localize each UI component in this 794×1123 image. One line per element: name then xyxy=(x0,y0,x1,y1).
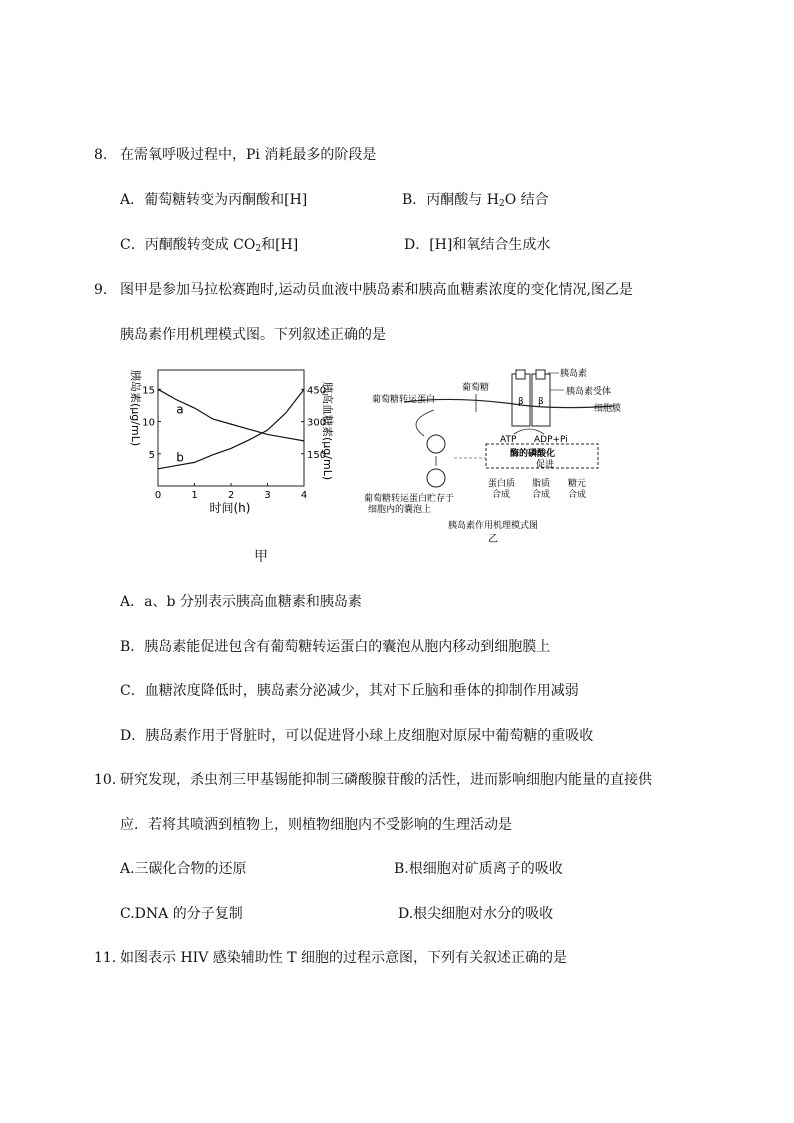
q8-option-a xyxy=(120,191,307,209)
q10-stem-line1: 研究发现，杀虫剂三甲基锡能抑制三磷酸腺苷酸的活性，进而影响细胞内能量的直接供 xyxy=(120,772,652,788)
x-tick-label: 1 xyxy=(191,490,198,501)
promote-label: 促进 xyxy=(536,460,555,470)
q10-number: 10. xyxy=(94,772,117,788)
q10-option-d: D.根尖细胞对水分的吸收 xyxy=(398,906,554,922)
insulin-label: 胰岛素 xyxy=(560,369,588,379)
x-tick-label: 0 xyxy=(154,490,162,501)
q8-option-c-pre: C．丙酮酸转变成 CO xyxy=(120,237,256,253)
q9-option-a: A．a、b 分别表示胰高血糖素和胰岛素 xyxy=(120,594,362,610)
q11-stem: 如图表示 HIV 感染辅助性 T 细胞的过程示意图，下列有关叙述正确的是 xyxy=(120,950,567,966)
plot-frame xyxy=(158,370,304,486)
q10-option-c: C.DNA 的分子复制 xyxy=(120,906,243,922)
figure-jia-chart xyxy=(118,360,332,528)
q9-option-c: C．血糖浓度降低时，胰岛素分泌减少，其对下丘脑和垂体的抑制作用减弱 xyxy=(120,683,579,699)
receptor-beta-left: β xyxy=(518,397,524,407)
q9-option-d: D．胰岛素作用于肾脏时，可以促进肾小球上皮细胞对原尿中葡萄糖的重吸收 xyxy=(120,728,594,744)
q8-option-a-text: A．葡萄糖转变为丙酮酸和[H] xyxy=(120,192,308,208)
vesicle-upper xyxy=(427,435,445,453)
adp-label: ADP+Pi xyxy=(534,435,568,445)
insulin-block-left xyxy=(516,370,525,379)
q8-stem: 在需氧呼吸过程中，Pi 消耗最多的阶段是 xyxy=(120,147,377,163)
curve-a-label: a xyxy=(176,402,184,417)
q8-option-d-text: D．[H]和氧结合生成水 xyxy=(404,237,551,253)
protein-label-2: 合成 xyxy=(492,490,511,500)
y-right-tick-label: 150 xyxy=(307,449,327,461)
vesicle-lower xyxy=(427,469,445,487)
y-right-tick-label: 300 xyxy=(307,417,327,429)
q8-option-b-sub: 2 xyxy=(498,199,505,209)
vesicle-label-1: 葡萄糖转运蛋白贮存于 xyxy=(364,494,455,504)
receptor-label: 胰岛素受体 xyxy=(566,387,612,397)
atp-arrow xyxy=(514,429,544,434)
q8-option-c xyxy=(120,236,298,254)
q8-option-c-post: 和[H] xyxy=(261,237,299,253)
glucose-label: 葡萄糖 xyxy=(462,383,490,393)
glycogen-label-1: 糖元 xyxy=(568,479,587,489)
q8-option-b xyxy=(402,191,549,209)
y-left-tick-label: 5 xyxy=(148,449,155,461)
q9-option-b: B．胰岛素能促进包含有葡萄糖转运蛋白的囊泡从胞内移动到细胞膜上 xyxy=(120,639,551,655)
fig-a-xlabel: 时间(h) xyxy=(209,501,251,515)
diagram-caption: 乙 xyxy=(488,534,498,545)
cell-membrane-line xyxy=(404,399,614,407)
membrane-label: 细胞膜 xyxy=(594,404,622,414)
y-left-tick-label: 10 xyxy=(142,417,155,429)
q8-option-b-pre: B．丙酮酸与 H xyxy=(402,192,499,208)
diagram-title: 胰岛素作用机理模式图 xyxy=(448,521,539,531)
vesicle-label-2: 细胞内的囊泡上 xyxy=(368,505,432,515)
x-tick-label: 2 xyxy=(227,490,235,501)
q9-stem-line1: 图甲是参加马拉松赛跑时,运动员血液中胰岛素和胰高血糖素浓度的变化情况,图乙是 xyxy=(120,282,633,298)
receptor-beta-right: β xyxy=(538,397,544,407)
q10-stem-line2: 应．若将其喷洒到植物上，则植物细胞内不受影响的生理活动是 xyxy=(120,817,512,833)
atp-label: ATP xyxy=(500,435,517,445)
q10-option-b: B.根细胞对矿质离子的吸收 xyxy=(394,861,563,877)
y-left-tick-label: 15 xyxy=(142,385,155,397)
glycogen-label-2: 合成 xyxy=(568,490,587,500)
q10-option-a: A.三碳化合物的还原 xyxy=(120,861,247,877)
fig-a-ylabel-right-drawn: 胰高血糖素(μg/mL) xyxy=(321,382,334,481)
x-tick-label: 3 xyxy=(264,490,271,501)
insulin-block-right xyxy=(536,370,545,379)
protein-label-1: 蛋白质 xyxy=(488,479,516,489)
q9-stem-line2: 胰岛素作用机理模式图。下列叙述正确的是 xyxy=(120,327,386,343)
q11-number: 11. xyxy=(94,950,117,966)
q8-number: 8. xyxy=(94,147,108,163)
q8-option-b-post: O 结合 xyxy=(504,192,549,208)
enzyme-label: 酶的磷酸化 xyxy=(510,449,556,459)
fat-label-2: 合成 xyxy=(532,490,551,500)
q9-number: 9. xyxy=(94,282,108,298)
x-tick-label: 4 xyxy=(300,490,308,501)
curve-b-label: b xyxy=(176,450,184,465)
q8-option-c-sub: 2 xyxy=(255,244,262,254)
transporter-label: 葡萄糖转运蛋白 xyxy=(372,395,436,405)
figure-yi-diagram xyxy=(364,366,622,548)
q8-option-d xyxy=(404,236,550,254)
y-right-tick-label: 450 xyxy=(307,385,327,397)
return-arrow xyxy=(416,410,434,436)
figure-jia-caption: 甲 xyxy=(254,549,268,565)
fat-label-1: 脂质 xyxy=(532,479,551,489)
fig-a-ylabel-left: 胰岛素(μg/mL) xyxy=(129,370,142,447)
